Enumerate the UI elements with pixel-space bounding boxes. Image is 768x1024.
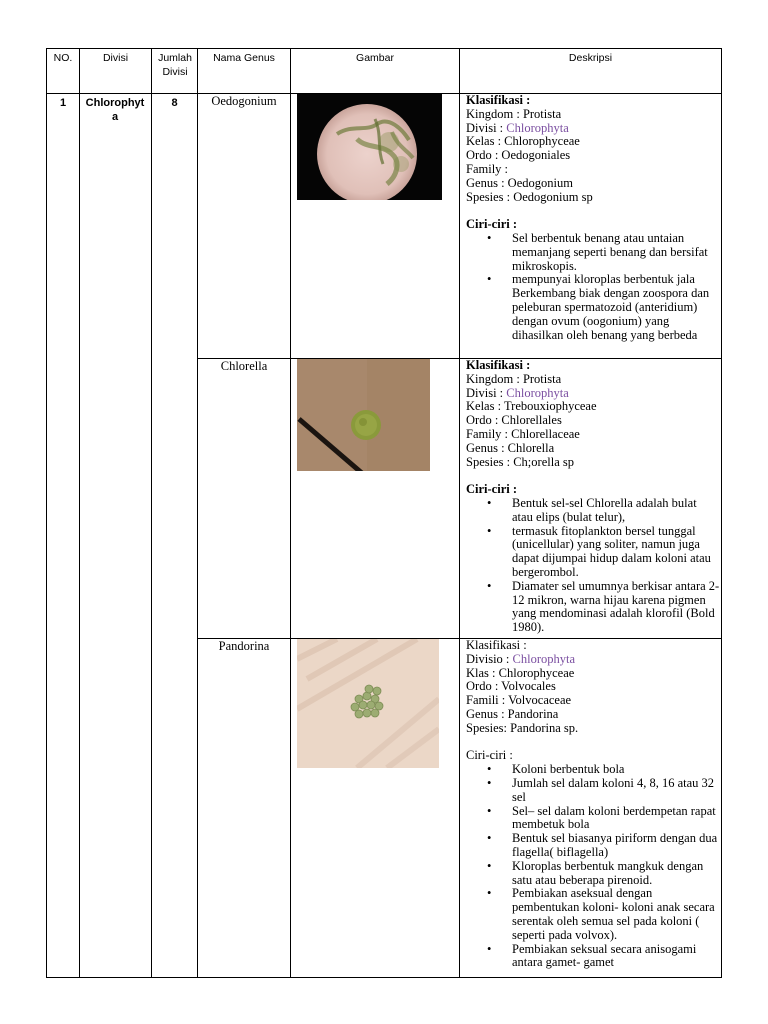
header-nama-genus: Nama Genus xyxy=(213,52,275,64)
genus-line: Genus : Chlorella xyxy=(466,440,555,455)
ciri-label: Ciri-ciri : xyxy=(466,217,518,232)
divisio-prefix: Divisio : xyxy=(466,651,513,666)
col-border-5 xyxy=(459,48,460,978)
header-no: NO. xyxy=(53,52,73,64)
famili-line: Famili : Volvocaceae xyxy=(466,693,572,708)
kelas-line: Kelas : Trebouxiophyceae xyxy=(466,399,597,414)
list-item: • termasuk fitoplankton bersel tunggal (unicellular) yang soliter, namun juga dapat dijumpai hidup dalam koloni atau bergerombol. xyxy=(466,525,720,580)
kingdom-line: Kingdom : Protista xyxy=(466,106,562,121)
family-line: Family : xyxy=(466,161,509,176)
jumlah-divisi-value: 8 xyxy=(171,97,178,109)
pandorina-micrograph xyxy=(297,639,439,768)
ciri-label: Ciri-ciri : xyxy=(466,748,513,763)
header-jumlah-divisi: Jumlah Divisi xyxy=(158,52,192,78)
description-oedogonium xyxy=(466,94,720,342)
ciri-list xyxy=(466,497,720,635)
oedogonium-micrograph xyxy=(297,94,442,200)
ciri-label: Ciri-ciri : xyxy=(466,482,518,497)
divisi-name: Chlorophyta xyxy=(85,97,145,123)
table-bottom-border xyxy=(46,977,722,978)
divisi-line xyxy=(466,387,720,401)
genus-oedogonium: Oedogonium xyxy=(211,94,277,108)
list-item: • Sel– sel dalam koloni berdempetan rapat membetuk bola xyxy=(466,805,720,833)
col-border-2 xyxy=(151,48,152,978)
col-border-6 xyxy=(721,48,722,978)
list-item: • Diamater sel umumnya berkisar antara 2-12 mikron, warna hijau karena pigmen yang mendominasi adalah klorofil (Bold 1980). xyxy=(466,580,720,635)
col-border-4 xyxy=(290,48,291,978)
spesies-line: Spesies : Ch;orella sp xyxy=(466,454,574,469)
list-item: • Sel berbentuk benang atau untaian memanjang seperti benang dan bersifat mikroskopis. xyxy=(466,232,720,273)
divisio-value: Chlorophyta xyxy=(512,651,576,666)
list-item: • Pembiakan seksual secara anisogami antara gamet- gamet xyxy=(466,943,720,971)
list-item: • mempunyai kloroplas berbentuk jala Berkembang biak dengan zoospora dan peleburan spermatozoid (anteridium) dengan ovum (oogonium) yang dihasilkan oleh benang yang berbeda xyxy=(466,273,720,342)
genus-chlorella: Chlorella xyxy=(220,359,268,373)
divisi-value: Chlorophyta xyxy=(506,385,569,400)
divisi-value: Chlorophyta xyxy=(506,120,569,135)
list-item: • Bentuk sel-sel Chlorella adalah bulat atau elips (bulat telur), xyxy=(466,497,720,525)
genus-line: Genus : Oedogonium xyxy=(466,175,573,190)
description-chlorella xyxy=(466,359,720,635)
table-top-border xyxy=(46,48,722,49)
ordo-line: Ordo : Volvocales xyxy=(466,679,556,694)
description-pandorina xyxy=(466,639,720,970)
klasifikasi-label: Klasifikasi : xyxy=(466,93,531,107)
list-item: • Pembiakan aseksual dengan pembentukan koloni- koloni anak secara serentak oleh semua sel pada koloni ( seperti pada volvox). xyxy=(466,887,720,942)
ordo-line: Ordo : Oedogoniales xyxy=(466,148,571,163)
divisi-line xyxy=(466,122,720,136)
header-divisi: Divisi xyxy=(102,52,129,64)
list-item: • Koloni berbentuk bola xyxy=(466,763,720,777)
chlorella-micrograph xyxy=(297,359,430,471)
kelas-line: Kelas : Chlorophyceae xyxy=(466,134,580,149)
family-line: Family : Chlorellaceae xyxy=(466,426,580,441)
col-border-3 xyxy=(197,48,198,978)
col-border-1 xyxy=(79,48,80,978)
row-number: 1 xyxy=(59,97,67,109)
ciri-list xyxy=(466,232,720,342)
ciri-list xyxy=(466,763,720,970)
spesies-line: Spesies: Pandorina sp. xyxy=(466,720,579,735)
header-gambar: Gambar xyxy=(356,52,394,64)
genus-pandorina: Pandorina xyxy=(218,639,270,653)
klas-line: Klas : Chlorophyceae xyxy=(466,665,575,680)
list-item: • Jumlah sel dalam koloni 4, 8, 16 atau 32 sel xyxy=(466,777,720,805)
klasifikasi-label: Klasifikasi : xyxy=(466,358,531,372)
klasifikasi-label: Klasifikasi : xyxy=(466,638,527,652)
header-deskripsi: Deskripsi xyxy=(568,52,613,64)
list-item: • Kloroplas berbentuk mangkuk dengan satu atau beberapa pirenoid. xyxy=(466,860,720,888)
kingdom-line: Kingdom : Protista xyxy=(466,371,562,386)
list-item: • Bentuk sel biasanya piriform dengan dua flagella( biflagella) xyxy=(466,832,720,860)
divisi-prefix: Divisi : xyxy=(466,385,507,400)
ordo-line: Ordo : Chlorellales xyxy=(466,413,562,428)
divisio-line xyxy=(466,653,720,667)
genus-line: Genus : Pandorina xyxy=(466,706,559,721)
spesies-line: Spesies : Oedogonium sp xyxy=(466,189,593,204)
col-border-0 xyxy=(46,48,47,978)
divisi-prefix: Divisi : xyxy=(466,120,507,135)
